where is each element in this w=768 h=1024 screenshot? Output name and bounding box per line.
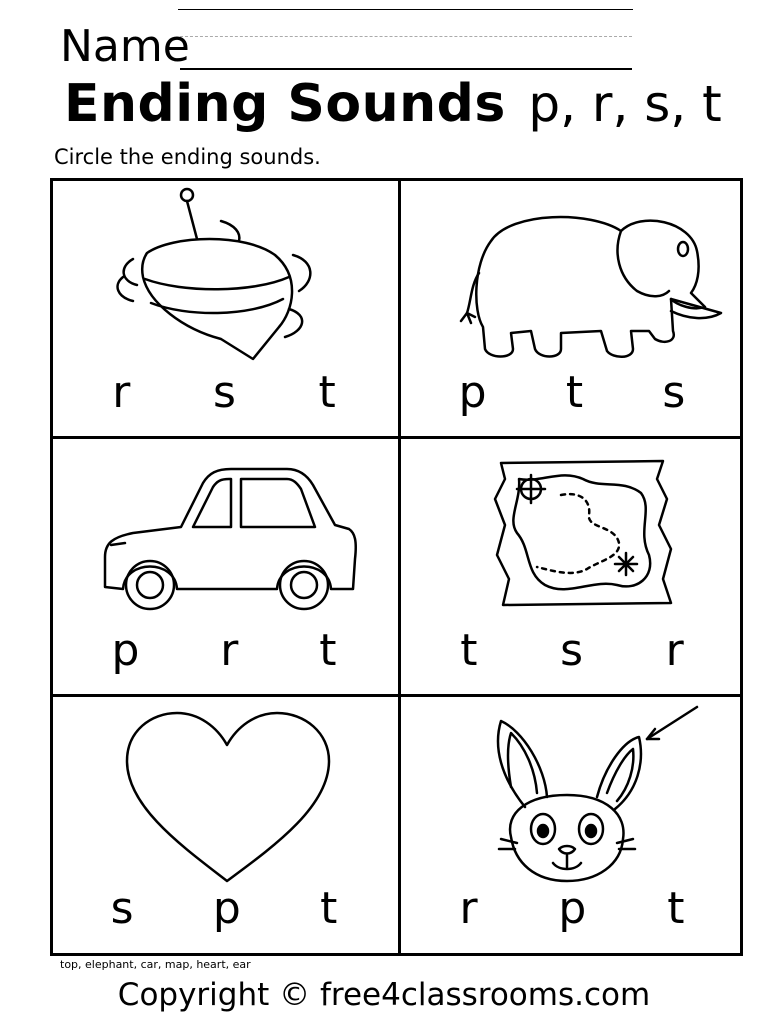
name-writing-line[interactable] bbox=[180, 68, 632, 70]
choice-letter[interactable]: s bbox=[110, 883, 134, 934]
picture-grid bbox=[50, 178, 743, 956]
title-letters: p, r, s, t bbox=[528, 75, 722, 133]
choice-letter[interactable]: s bbox=[662, 367, 686, 418]
choice-letter[interactable]: r bbox=[112, 367, 131, 418]
choice-letter[interactable]: r bbox=[665, 625, 684, 676]
choice-letter[interactable]: t bbox=[318, 367, 336, 418]
cell-elephant bbox=[401, 181, 743, 436]
elephant-icon bbox=[401, 181, 743, 371]
choices-row bbox=[53, 368, 395, 426]
choice-letter[interactable]: t bbox=[460, 625, 478, 676]
choice-letter[interactable]: p bbox=[558, 883, 587, 934]
title-main: Ending Sounds bbox=[64, 74, 506, 134]
cell-ear bbox=[401, 697, 743, 952]
choice-letter[interactable]: r bbox=[220, 625, 239, 676]
worksheet-title bbox=[64, 74, 722, 134]
copyright-notice: Copyright © free4classrooms.com bbox=[117, 977, 651, 1013]
instruction-text: Circle the ending sounds. bbox=[54, 145, 321, 169]
choice-letter[interactable]: s bbox=[560, 625, 584, 676]
choice-letter[interactable]: s bbox=[212, 367, 236, 418]
rabbit-ear-icon bbox=[401, 697, 743, 887]
choice-letter[interactable]: t bbox=[319, 625, 337, 676]
name-label: Name bbox=[60, 21, 190, 72]
choice-letter[interactable]: t bbox=[565, 367, 584, 418]
cell-top bbox=[53, 181, 395, 436]
choices-row bbox=[401, 626, 743, 684]
answer-key-words: top, elephant, car, map, heart, ear bbox=[60, 958, 251, 971]
cell-car bbox=[53, 439, 395, 694]
treasure-map-icon bbox=[401, 439, 743, 629]
name-dashed-guide bbox=[180, 36, 632, 37]
cell-heart bbox=[53, 697, 395, 952]
choice-letter[interactable]: p bbox=[212, 883, 241, 934]
spinning-top-icon bbox=[53, 181, 395, 371]
choice-letter[interactable]: p bbox=[111, 625, 140, 676]
car-icon bbox=[53, 439, 395, 629]
choices-row bbox=[401, 368, 743, 426]
choice-letter[interactable]: t bbox=[320, 883, 338, 934]
choice-letter[interactable]: r bbox=[459, 883, 478, 934]
choices-row bbox=[401, 884, 743, 942]
top-rule bbox=[178, 9, 633, 10]
choice-letter[interactable]: t bbox=[667, 883, 685, 934]
heart-icon bbox=[53, 697, 395, 887]
choices-row bbox=[53, 884, 395, 942]
cell-map bbox=[401, 439, 743, 694]
choices-row bbox=[53, 626, 395, 684]
choice-letter[interactable]: p bbox=[458, 367, 487, 418]
